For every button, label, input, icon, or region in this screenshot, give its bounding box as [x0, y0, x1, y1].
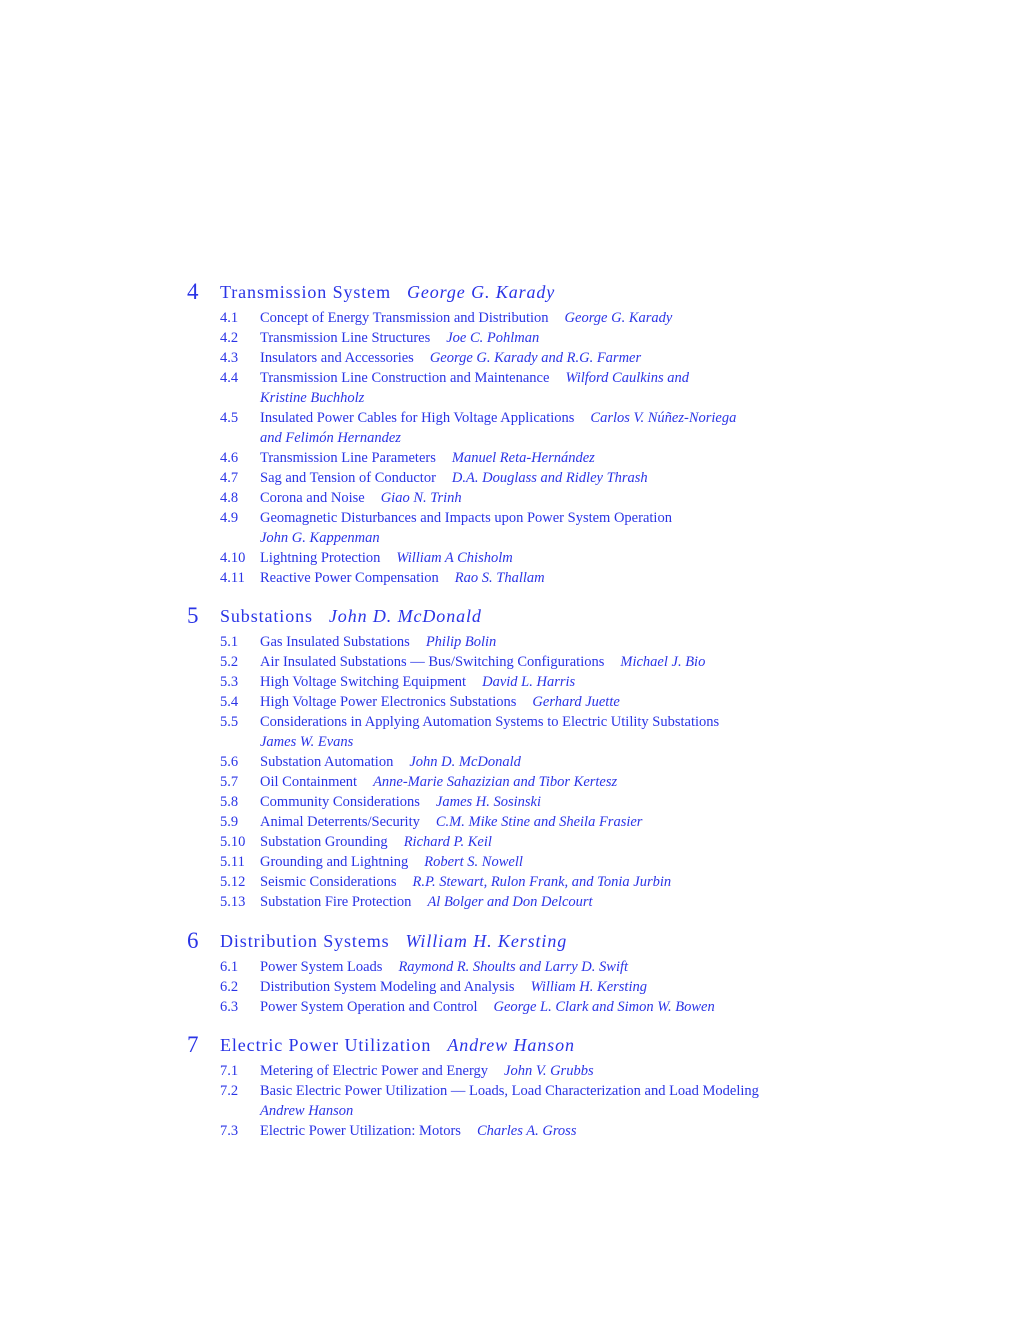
section-author: Anne-Marie Sahazizian and Tibor Kertesz: [373, 774, 618, 790]
section-title: Geomagnetic Disturbances and Impacts upon Power System Operation: [260, 510, 672, 526]
section-number: 7.2: [220, 1083, 239, 1099]
section-number: 4.2: [220, 330, 239, 346]
section-author: Charles A. Gross: [476, 1123, 577, 1139]
section-title: High Voltage Switching Equipment: [260, 674, 467, 690]
section-title: Metering of Electric Power and Energy: [260, 1063, 489, 1079]
section-entry[interactable]: [260, 568, 545, 588]
section-title: Grounding and Lightning: [260, 854, 409, 870]
section-title: Sag and Tension of Conductor: [260, 470, 436, 486]
section-entry[interactable]: [260, 792, 541, 812]
section-entry[interactable]: [260, 1121, 576, 1141]
section-author: C.M. Mike Stine and Sheila Frasier: [435, 814, 643, 830]
section-number: 5.3: [220, 674, 239, 690]
section-entry[interactable]: [260, 428, 401, 448]
section-number: 5.2: [220, 654, 239, 670]
chapter-heading[interactable]: [220, 929, 567, 953]
section-author: Andrew Hanson: [260, 1103, 354, 1119]
section-title: Considerations in Applying Automation Systems to Electric Utility Substations: [260, 714, 720, 730]
section-number: 4.7: [220, 470, 239, 486]
section-entry[interactable]: [260, 672, 575, 692]
section-title: Insulated Power Cables for High Voltage Applications: [260, 410, 575, 426]
section-number: 6.1: [220, 959, 239, 975]
section-entry[interactable]: [260, 448, 595, 468]
chapter-number: 7: [187, 1032, 199, 1057]
section-title: Power System Loads: [260, 959, 383, 975]
section-title: Transmission Line Structures: [260, 330, 431, 346]
section-number: 6.2: [220, 979, 239, 995]
section-title: Transmission Line Construction and Maintenance: [260, 370, 550, 386]
section-number: 5.6: [220, 754, 239, 770]
section-number: 5.7: [220, 774, 239, 790]
section-entry[interactable]: [260, 752, 521, 772]
section-number: 6.3: [220, 999, 239, 1015]
section-title: Lightning Protection: [260, 550, 381, 566]
section-entry[interactable]: [260, 348, 641, 368]
section-author: John D. McDonald: [409, 754, 521, 770]
chapter-author: John D. McDonald: [328, 606, 482, 626]
section-author: James H. Sosinski: [435, 794, 542, 810]
section-title: Substation Automation: [260, 754, 394, 770]
section-author: George G. Karady and R.G. Farmer: [429, 350, 642, 366]
section-author: Robert S. Nowell: [424, 854, 523, 870]
section-entry[interactable]: [260, 468, 648, 488]
section-title: High Voltage Power Electronics Substations: [260, 694, 517, 710]
section-number: 5.11: [220, 854, 245, 870]
section-title: Substation Fire Protection: [260, 894, 412, 910]
section-entry[interactable]: [260, 812, 642, 832]
section-entry[interactable]: [260, 872, 671, 892]
section-entry[interactable]: [260, 368, 689, 388]
section-title: Seismic Considerations: [260, 874, 397, 890]
section-number: 4.11: [220, 570, 245, 586]
section-title: Concept of Energy Transmission and Distribution: [260, 310, 549, 326]
section-author: Manuel Reta-Hernández: [451, 450, 595, 466]
section-author: Rao S. Thallam: [454, 570, 545, 586]
section-author: Wilford Caulkins and: [565, 370, 689, 386]
section-author: John G. Kappenman: [260, 530, 380, 546]
section-entry[interactable]: [260, 732, 353, 752]
section-entry[interactable]: [260, 772, 617, 792]
section-author: William A Chisholm: [396, 550, 513, 566]
section-entry[interactable]: [260, 388, 364, 408]
chapter-heading[interactable]: [220, 280, 555, 304]
section-title: Reactive Power Compensation: [260, 570, 439, 586]
section-author: David L. Harris: [482, 674, 576, 690]
chapter-author: Andrew Hanson: [447, 1035, 575, 1055]
section-entry[interactable]: [260, 712, 719, 732]
section-author: George G. Karady: [564, 310, 673, 326]
section-title: Oil Containment: [260, 774, 358, 790]
chapter-author: William H. Kersting: [405, 931, 568, 951]
section-number: 4.1: [220, 310, 239, 326]
section-author: Joe C. Pohlman: [446, 330, 540, 346]
section-author: George L. Clark and Simon W. Bowen: [493, 999, 715, 1015]
section-title: Gas Insulated Substations: [260, 634, 410, 650]
chapter-title: Substations: [220, 606, 313, 626]
section-entry[interactable]: [260, 957, 628, 977]
section-number: 4.10: [220, 550, 246, 566]
section-entry[interactable]: [260, 632, 496, 652]
section-number: 7.3: [220, 1123, 239, 1139]
section-title: Animal Deterrents/Security: [260, 814, 420, 830]
section-entry[interactable]: [260, 852, 523, 872]
section-author: Gerhard Juette: [532, 694, 620, 710]
section-author: Carlos V. Núñez-Noriega: [590, 410, 737, 426]
section-number: 4.3: [220, 350, 239, 366]
section-title: Corona and Noise: [260, 490, 365, 506]
section-entry[interactable]: [260, 488, 462, 508]
section-title: Basic Electric Power Utilization — Loads, Load Characterization and Load Modeling: [260, 1083, 759, 1099]
chapter-title: Distribution Systems: [220, 931, 390, 951]
chapter-heading[interactable]: [220, 604, 482, 628]
section-title: Electric Power Utilization: Motors: [260, 1123, 461, 1139]
section-title: Transmission Line Parameters: [260, 450, 436, 466]
section-number: 7.1: [220, 1063, 239, 1079]
section-number: 5.10: [220, 834, 246, 850]
section-entry[interactable]: [260, 1101, 353, 1121]
chapter-author: George G. Karady: [406, 282, 556, 302]
section-author: Philip Bolin: [425, 634, 497, 650]
section-author: Richard P. Keil: [403, 834, 492, 850]
section-title: Distribution System Modeling and Analysis: [260, 979, 515, 995]
section-title: Substation Grounding: [260, 834, 388, 850]
section-entry[interactable]: [260, 408, 736, 428]
section-title: Community Considerations: [260, 794, 420, 810]
section-number: 5.5: [220, 714, 239, 730]
section-number: 5.4: [220, 694, 239, 710]
section-author: James W. Evans: [260, 734, 354, 750]
section-entry[interactable]: [260, 997, 715, 1017]
section-entry[interactable]: [260, 832, 492, 852]
section-number: 4.5: [220, 410, 239, 426]
section-number: 4.8: [220, 490, 239, 506]
section-entry[interactable]: [260, 977, 647, 997]
section-entry[interactable]: [260, 548, 513, 568]
section-number: 4.4: [220, 370, 239, 386]
section-title: Power System Operation and Control: [260, 999, 478, 1015]
section-entry[interactable]: [260, 508, 672, 528]
section-author: D.A. Douglass and Ridley Thrash: [451, 470, 648, 486]
section-entry[interactable]: [260, 892, 593, 912]
section-number: 5.1: [220, 634, 239, 650]
section-entry[interactable]: [260, 1061, 594, 1081]
chapter-title: Electric Power Utilization: [220, 1035, 432, 1055]
section-number: 5.12: [220, 874, 246, 890]
chapter-heading[interactable]: [220, 1033, 575, 1057]
section-title: Insulators and Accessories: [260, 350, 414, 366]
section-entry[interactable]: [260, 652, 705, 672]
chapter-number: 5: [187, 603, 199, 628]
section-author: and Felimón Hernandez: [260, 430, 401, 446]
section-entry[interactable]: [260, 328, 539, 348]
section-author: John V. Grubbs: [504, 1063, 594, 1079]
section-number: 5.9: [220, 814, 239, 830]
section-number: 5.13: [220, 894, 246, 910]
section-title: Air Insulated Substations — Bus/Switching Configurations: [260, 654, 605, 670]
section-author: Al Bolger and Don Delcourt: [427, 894, 593, 910]
chapter-number: 6: [187, 928, 199, 953]
chapter-title: Transmission System: [220, 282, 391, 302]
section-number: 5.8: [220, 794, 239, 810]
section-entry[interactable]: [260, 1081, 759, 1101]
section-author: Raymond R. Shoults and Larry D. Swift: [398, 959, 629, 975]
section-author: Michael J. Bio: [620, 654, 706, 670]
section-author: R.P. Stewart, Rulon Frank, and Tonia Jurbin: [412, 874, 672, 890]
section-entry[interactable]: [260, 692, 620, 712]
section-author: William H. Kersting: [530, 979, 647, 995]
section-number: 4.9: [220, 510, 239, 526]
section-author: Kristine Buchholz: [260, 390, 365, 406]
section-entry[interactable]: [260, 528, 380, 548]
section-number: 4.6: [220, 450, 239, 466]
section-author: Giao N. Trinh: [380, 490, 462, 506]
chapter-number: 4: [187, 279, 199, 304]
section-entry[interactable]: [260, 308, 672, 328]
